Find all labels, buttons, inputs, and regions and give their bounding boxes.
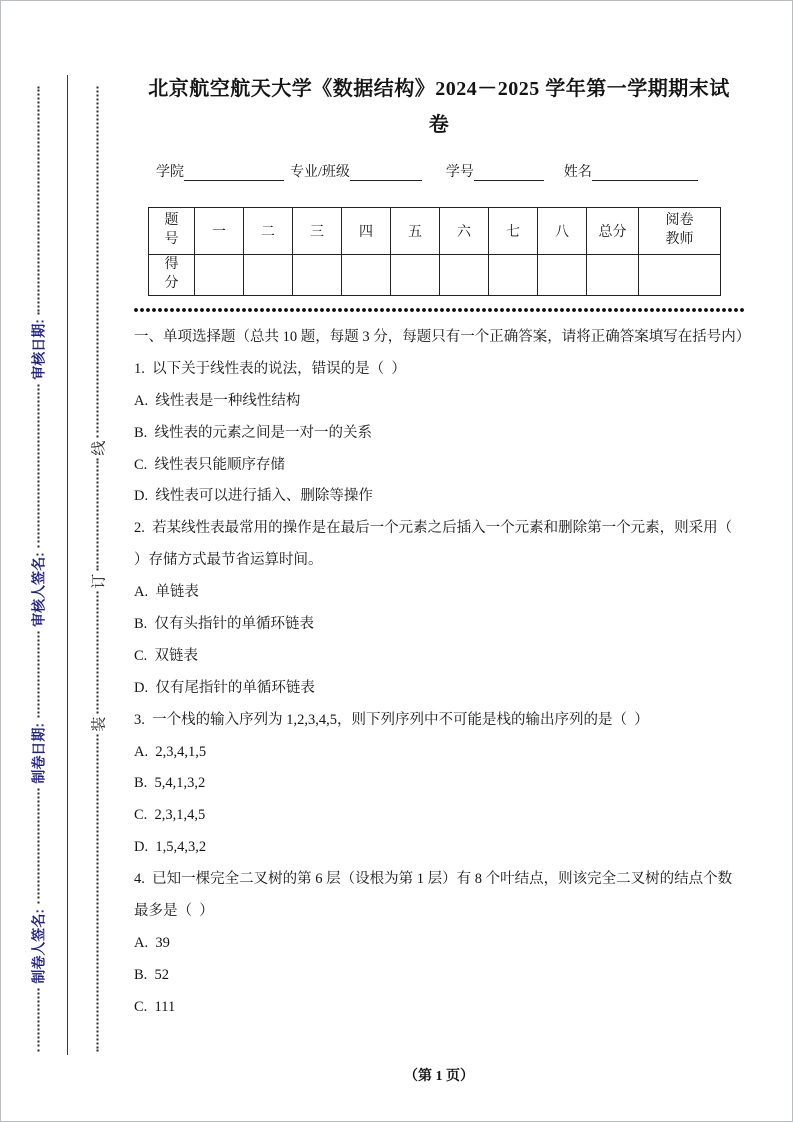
score-header-cell: 四 xyxy=(342,208,391,255)
score-cell-empty xyxy=(244,255,293,296)
question-2-option-d: D. 仅有尾指针的单循环链表 xyxy=(134,679,315,696)
exam-title-line1: 北京航空航天大学《数据结构》2024－2025 学年第一学期期末试 xyxy=(148,78,730,100)
binding-line-column xyxy=(86,87,110,1052)
question-1-option-a: A. 线性表是一种线性结构 xyxy=(134,392,301,409)
left-signature-column xyxy=(27,87,51,1052)
question-3-option-a: A. 2,3,4,1,5 xyxy=(134,743,207,760)
question-4-option-c: C. 111 xyxy=(134,998,176,1015)
name-label: 姓名 xyxy=(563,165,592,180)
review-date-label: 审核日期: xyxy=(30,319,47,380)
score-cell-empty xyxy=(391,255,440,296)
student-info-row xyxy=(134,159,744,181)
margin-rule-line xyxy=(67,75,68,1055)
question-1-option-b: B. 线性表的元素之间是一对一的关系 xyxy=(134,424,373,441)
question-2-option-b: B. 仅有头指针的单循环链表 xyxy=(134,616,315,633)
question-3-option-b: B. 5,4,1,3,2 xyxy=(134,775,206,792)
dotted-line xyxy=(38,86,40,314)
score-header-cell: 七 xyxy=(489,208,538,255)
score-row-label-cell: 得分 xyxy=(149,255,195,296)
college-blank[interactable] xyxy=(184,163,284,181)
exam-title-line2: 卷 xyxy=(428,114,450,136)
question-1-option-c: C. 线性表只能顺序存储 xyxy=(134,456,286,473)
question-4-text: 4. 已知一棵完全二叉树的第 6 层（设根为第 1 层）有 8 个叶结点，则该完全二叉树的结点个数最多是（ ） xyxy=(134,871,733,920)
score-header-cell: 阅卷教师 xyxy=(639,208,721,255)
question-2-option-a: A. 单链表 xyxy=(134,584,199,601)
question-2-option-c: C. 双链表 xyxy=(134,647,199,664)
section-title: 一、单项选择题（总共 10 题，每题 3 分，每题只有一个正确答案，请将正确答案填写在括号内） xyxy=(134,329,751,345)
maker-date-label: 制卷日期: xyxy=(30,722,47,784)
score-header-cell: 六 xyxy=(440,208,489,255)
score-header-cell: 五 xyxy=(391,208,440,255)
question-2-text: 2. 若某线性表最常用的操作是在最后一个元素之后插入一个元素和删除第一个元素，则采用（ ）存储方式最节省运算时间。 xyxy=(134,520,740,569)
college-label: 学院 xyxy=(156,165,184,180)
score-cell-empty xyxy=(538,255,587,296)
score-header-cell: 一 xyxy=(195,208,244,255)
major-class-blank[interactable] xyxy=(350,163,422,181)
question-1-option-d: D. 线性表可以进行插入、删除等操作 xyxy=(134,488,373,505)
score-cell-empty xyxy=(440,255,489,296)
score-cell-empty xyxy=(587,255,639,296)
name-blank[interactable] xyxy=(592,163,698,181)
dotted-line xyxy=(38,989,40,1052)
binding-char-xian: 线 xyxy=(91,440,107,456)
question-1-text: 1. 以下关于线性表的说法，错误的是（ ） xyxy=(134,360,406,377)
score-header-cell: 题号 xyxy=(149,208,195,255)
dotted-line xyxy=(97,87,99,438)
binding-char-ding: 订 xyxy=(91,573,107,589)
question-4-option-b: B. 52 xyxy=(134,966,170,983)
score-cell-empty xyxy=(195,255,244,296)
reviewer-sign-label: 审核人签名: xyxy=(30,552,47,627)
score-cell-empty xyxy=(639,255,721,296)
score-header-cell: 二 xyxy=(244,208,293,255)
score-table xyxy=(148,207,721,296)
binding-char-zhuang: 装 xyxy=(91,716,107,732)
exam-title xyxy=(134,71,744,143)
maker-sign-label: 制卷人签名: xyxy=(30,908,47,984)
major-class-label: 专业/班级 xyxy=(290,165,350,180)
question-4-option-a: A. 39 xyxy=(134,934,170,951)
score-header-cell: 总分 xyxy=(587,208,639,255)
question-3-option-d: D. 1,5,4,3,2 xyxy=(134,839,207,856)
score-table-header-row xyxy=(149,208,721,255)
dotted-line xyxy=(97,735,99,1052)
student-id-label: 学号 xyxy=(445,165,474,180)
question-area xyxy=(134,322,751,1024)
exam-content xyxy=(134,71,751,1024)
dotted-line xyxy=(97,459,99,571)
student-id-blank[interactable] xyxy=(474,163,544,181)
dotted-line xyxy=(38,789,40,904)
page-number: （第 1 页） xyxy=(404,1069,474,1084)
dotted-line xyxy=(38,632,40,718)
dotted-line xyxy=(38,385,40,548)
question-3-text: 3. 一个栈的输入序列为 1,2,3,4,5，则下列序列中不可能是栈的输出序列的是（ ） xyxy=(134,711,649,728)
score-header-cell: 八 xyxy=(538,208,587,255)
dotted-separator xyxy=(134,308,744,312)
score-cell-empty xyxy=(293,255,342,296)
dotted-line xyxy=(97,592,99,714)
score-cell-empty xyxy=(489,255,538,296)
score-table-score-row xyxy=(149,255,721,296)
question-3-option-c: C. 2,3,1,4,5 xyxy=(134,807,206,824)
score-cell-empty xyxy=(342,255,391,296)
score-header-cell: 三 xyxy=(293,208,342,255)
